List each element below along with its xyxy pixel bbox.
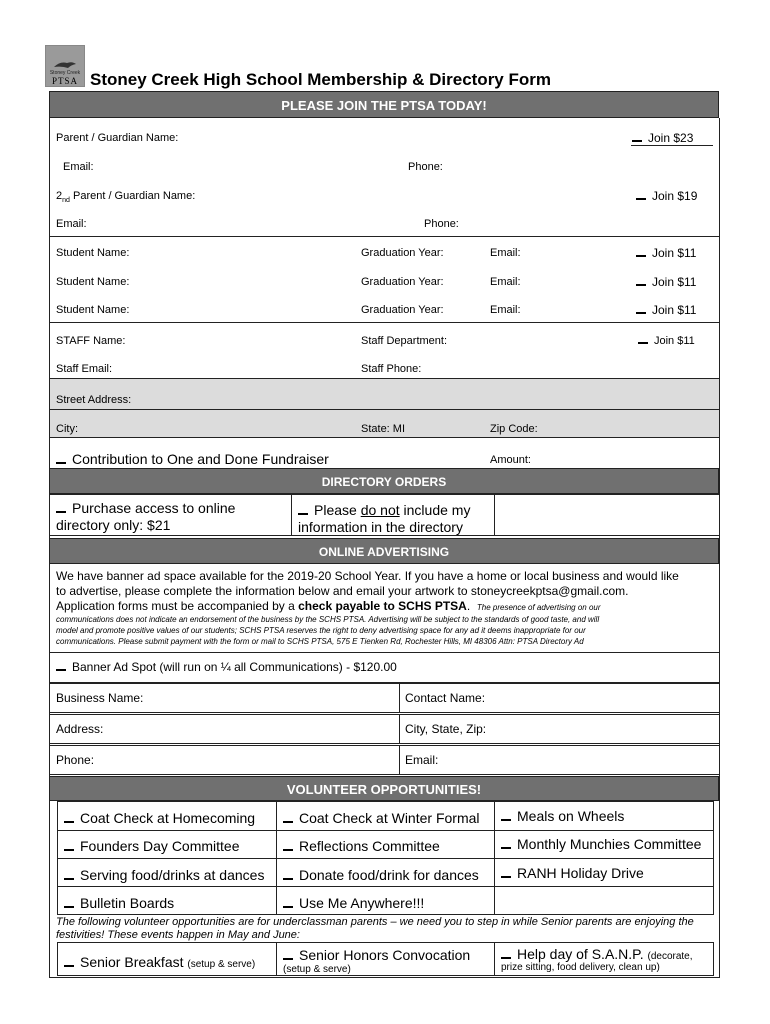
checkbox-icon[interactable] (638, 337, 648, 344)
parent2-join-label: Join $19 (652, 189, 698, 203)
advertising-description (56, 569, 716, 647)
volunteer-reflections[interactable] (283, 838, 440, 854)
ad-address-label: Address: (56, 722, 104, 736)
staff-phone-label: Staff Phone: (361, 363, 422, 375)
volunteer-use-me-anywhere[interactable] (283, 895, 424, 911)
volunteer-donate-food[interactable] (283, 867, 479, 883)
directory-exclude-post: include my (399, 502, 471, 518)
contribution-label: Contribution to One and Done Fundraiser (72, 451, 329, 467)
checkbox-icon[interactable] (501, 871, 511, 878)
online-advertising-heading: ONLINE ADVERTISING (49, 538, 719, 564)
contribution-checkbox[interactable] (56, 451, 329, 467)
checkbox-icon[interactable] (501, 842, 511, 849)
volunteer-sanp-note: prize sitting, food delivery, clean up) (501, 962, 660, 973)
checkbox-icon[interactable] (632, 135, 642, 142)
parent2-phone-label: Phone: (424, 218, 459, 230)
checkbox-icon[interactable] (283, 901, 293, 908)
join-banner: PLEASE JOIN THE PTSA TODAY! (49, 91, 719, 118)
checkbox-icon[interactable] (56, 664, 66, 671)
ad-phone-label: Phone: (56, 753, 95, 767)
logo-text-ptsa: PTSA (51, 76, 78, 86)
banner-ad-label: Banner Ad Spot (will run on ¼ all Communications) - $120.00 (72, 660, 397, 674)
student3-grad-label: Graduation Year: (361, 304, 444, 316)
checkbox-icon[interactable] (636, 193, 646, 200)
checkbox-icon[interactable] (636, 279, 646, 286)
volunteer-bulletin-boards[interactable] (64, 895, 174, 911)
parent2-name-label: $2_{nd}$ Parent / Guardian Name: (56, 190, 196, 205)
volunteer-item-label: Help day of S.A.N.P. (517, 946, 644, 962)
student3-join-label: Join $11 (652, 303, 697, 317)
business-name-label: Business Name: (56, 691, 144, 705)
volunteer-serving-food[interactable] (64, 867, 264, 883)
ptsa-logo (45, 45, 85, 87)
checkbox-icon[interactable] (56, 506, 66, 513)
ad-text-line3: Application forms must be accompanied by a check payable to SCHS PTSA. The presence of advertising on our (56, 599, 601, 613)
form-title: Stoney Creek High School Membership & Directory Form (90, 70, 551, 89)
student1-name-label: Student Name: (56, 247, 130, 259)
volunteer-heading: VOLUNTEER OPPORTUNITIES! (49, 776, 719, 801)
parent1-email-label: Email: (63, 161, 94, 173)
volunteer-sanp[interactable] (501, 946, 693, 962)
ad-text-line2: to advertise, please complete the information below and email your artwork to stoneycreekptsa@gmail.com. (56, 584, 629, 598)
directory-exclude-underline: do not (360, 502, 400, 518)
volunteer-coat-check-homecoming[interactable] (64, 810, 255, 826)
ad-fine-print-3: model and promote positive values of our students; SCHS PTSA reserves the right to deny advertising space for any ad it deems inappropriate for our (56, 626, 586, 635)
volunteer-senior-breakfast[interactable] (64, 954, 255, 970)
senior-note (56, 916, 718, 942)
checkbox-icon[interactable] (64, 816, 74, 823)
student3-join-checkbox[interactable] (636, 303, 696, 317)
directory-purchase-line1: Purchase access to online (72, 500, 236, 516)
checkbox-icon[interactable] (56, 457, 66, 464)
contact-name-label: Contact Name: (405, 691, 486, 705)
volunteer-senior-honors[interactable] (283, 947, 470, 963)
checkbox-icon[interactable] (283, 844, 293, 851)
ad-email-field[interactable] (399, 745, 720, 775)
amount-label: Amount: (490, 454, 531, 466)
ad-city-state-zip-label: City, State, Zip: (405, 722, 487, 736)
student1-grad-label: Graduation Year: (361, 247, 444, 259)
state-label: State: MI (361, 423, 406, 435)
student2-grad-label: Graduation Year: (361, 276, 444, 288)
volunteer-item-label: Use Me Anywhere!!! (299, 895, 425, 911)
parent2-email-label: Email: (56, 218, 87, 230)
directory-purchase-line2: directory only: $21 (56, 517, 171, 533)
volunteer-cell (494, 886, 714, 915)
volunteer-item-label: Reflections Committee (299, 838, 440, 854)
checkbox-icon[interactable] (283, 953, 293, 960)
volunteer-item-label: Senior Honors Convocation (299, 947, 471, 963)
zip-label: Zip Code: (490, 423, 538, 435)
directory-exclude-line2: information in the directory (298, 519, 463, 535)
logo-text-school: Stoney Creek (49, 70, 81, 76)
student2-name-label: Student Name: (56, 276, 130, 288)
parent2-join-checkbox[interactable] (636, 189, 697, 203)
student2-email-label: Email: (490, 276, 521, 288)
checkbox-icon[interactable] (298, 508, 308, 515)
checkbox-icon[interactable] (283, 873, 293, 880)
checkbox-icon[interactable] (636, 250, 646, 257)
directory-purchase-checkbox[interactable] (56, 500, 235, 516)
student3-email-label: Email: (490, 304, 521, 316)
volunteer-ranh-holiday[interactable] (501, 865, 644, 881)
volunteer-monthly-munchies[interactable] (501, 836, 701, 852)
street-label: Street Address: (56, 394, 132, 406)
checkbox-icon[interactable] (501, 952, 511, 959)
checkbox-icon[interactable] (64, 901, 74, 908)
ad-fine-print-4: communications. Please submit payment with the form or mail to SCHS PTSA, 575 E Tienken Rd, Rochester Hills, MI 48306 Attn: PTSA Directory Ad (56, 637, 584, 646)
student2-join-checkbox[interactable] (636, 275, 696, 289)
ad-fine-print-1: The presence of advertising on our (476, 603, 601, 612)
staff-join-label: Join $11 (654, 335, 695, 347)
volunteer-item-label: Coat Check at Winter Formal (299, 810, 480, 826)
checkbox-icon[interactable] (501, 814, 511, 821)
bird-logo-icon (52, 60, 78, 70)
directory-orders-heading: DIRECTORY ORDERS (49, 468, 719, 494)
student1-join-checkbox[interactable] (636, 246, 696, 260)
volunteer-item-label: Donate food/drink for dances (299, 867, 479, 883)
staff-join-checkbox[interactable] (638, 335, 695, 347)
staff-dept-label: Staff Department: (361, 335, 448, 347)
volunteer-item-label: RANH Holiday Drive (517, 865, 644, 881)
parent1-join-checkbox[interactable] (632, 131, 693, 145)
volunteer-item-label: Monthly Munchies Committee (517, 836, 702, 852)
ad-text-line1: We have banner ad space available for the 2019-20 School Year. If you have a home or local business and would like (56, 569, 679, 583)
directory-empty-box (494, 494, 720, 536)
ad-fine-print-2: communications does not indicate an endorsement of the business by the SCHS PTSA. Advertising will be subject to the standards of good taste, and will (56, 615, 600, 624)
staff-email-label: Staff Email: (56, 363, 113, 375)
directory-exclude-pre: Please (314, 502, 361, 518)
checkbox-icon[interactable] (636, 307, 646, 314)
volunteer-item-label: Founders Day Committee (80, 838, 240, 854)
volunteer-meals-on-wheels[interactable] (501, 808, 624, 824)
checkbox-icon[interactable] (64, 844, 74, 851)
student1-join-label: Join $11 (652, 246, 697, 260)
parent1-join-label: Join $23 (648, 131, 694, 145)
volunteer-founders-day[interactable] (64, 838, 240, 854)
volunteer-senior-honors-note: (setup & serve) (283, 964, 351, 975)
senior-note-line1: The following volunteer opportunities are for underclassman parents – we need you to step in while Senior parents are enjoying the (56, 916, 694, 928)
banner-ad-checkbox[interactable] (56, 660, 397, 674)
parent1-name-label: Parent / Guardian Name: (56, 132, 179, 144)
checkbox-icon[interactable] (283, 816, 293, 823)
city-label: City: (56, 423, 78, 435)
checkbox-icon[interactable] (64, 960, 74, 967)
staff-name-label: STAFF Name: (56, 335, 126, 347)
ad-email-label: Email: (405, 753, 439, 767)
parent1-phone-label: Phone: (408, 161, 443, 173)
directory-exclude-checkbox[interactable] (298, 502, 470, 518)
volunteer-coat-check-winter[interactable] (283, 810, 480, 826)
volunteer-item-note: (setup & serve) (187, 959, 256, 970)
ad-phone-field[interactable] (49, 745, 400, 775)
student3-name-label: Student Name: (56, 304, 130, 316)
volunteer-item-note: (decorate, (647, 951, 693, 962)
checkbox-icon[interactable] (64, 873, 74, 880)
volunteer-item-label: Meals on Wheels (517, 808, 625, 824)
volunteer-item-label: Senior Breakfast (80, 954, 184, 970)
student1-email-label: Email: (490, 247, 521, 259)
student2-join-label: Join $11 (652, 275, 697, 289)
volunteer-item-label: Coat Check at Homecoming (80, 810, 256, 826)
volunteer-item-label: Serving food/drinks at dances (80, 867, 265, 883)
volunteer-item-label: Bulletin Boards (80, 895, 175, 911)
senior-note-line2: festivities! These events happen in May and June: (56, 929, 300, 941)
